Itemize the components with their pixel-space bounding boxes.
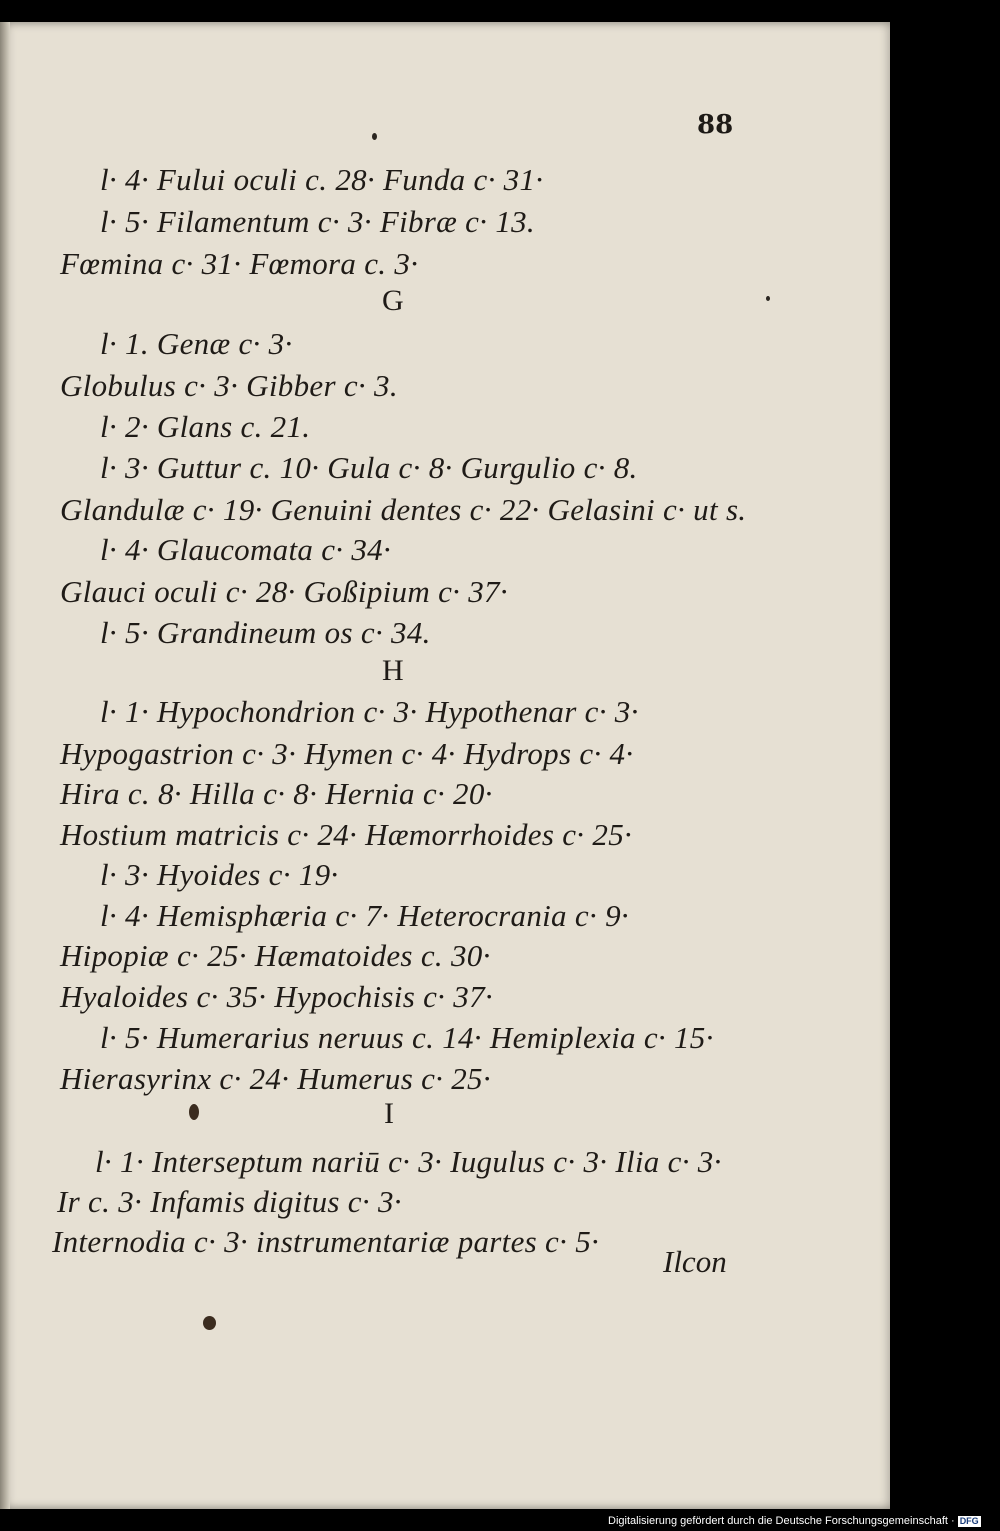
digitization-credit	[608, 1514, 992, 1528]
index-line: Hyaloides c· 35· Hypochisis c· 37·	[60, 979, 493, 1014]
index-line: Hira c. 8· Hilla c· 8· Hernia c· 20·	[60, 776, 493, 811]
index-line: l· 1· Hypochondrion c· 3· Hypothenar c· 3·	[100, 694, 639, 729]
index-line: l· 2· Glans c. 21.	[100, 409, 311, 444]
index-line: l· 4· Hemisphæria c· 7· Heterocrania c· 9·	[100, 898, 629, 933]
index-line: Ir c. 3· Infamis digitus c· 3·	[57, 1184, 402, 1219]
ink-speck	[766, 296, 770, 301]
index-line: Hypogastrion c· 3· Hymen c· 4· Hydrops c· 4·	[60, 736, 634, 771]
index-line: Hierasyrinx c· 24· Humerus c· 25·	[60, 1061, 491, 1096]
book-page	[0, 22, 890, 1509]
index-line: l· 4· Glaucomata c· 34·	[100, 532, 392, 567]
index-line: Globulus c· 3· Gibber c· 3.	[60, 368, 398, 403]
index-line: l· 5· Grandineum os c· 34.	[100, 615, 431, 650]
index-line: l· 4· Fului oculi c. 28· Funda c· 31·	[100, 162, 544, 197]
section-heading: G	[382, 284, 404, 317]
dfg-logo-icon: DFG	[959, 1515, 979, 1526]
page-gutter-shadow	[0, 22, 10, 1509]
index-line: l· 1. Genæ c· 3·	[100, 326, 293, 361]
index-line: l· 3· Guttur c. 10· Gula c· 8· Gurgulio c· 8.	[100, 450, 638, 485]
index-line: l· 1· Interseptum nariū c· 3· Iugulus c· 3· Ilia c· 3·	[95, 1144, 722, 1179]
credit-text: Digitalisierung gefördert durch die Deutsche Forschungsgemeinschaft ·	[608, 1515, 955, 1527]
index-line: Glandulæ c· 19· Genuini dentes c· 22· Gelasini c· ut s.	[60, 492, 747, 527]
ink-blot	[203, 1316, 216, 1330]
index-line: l· 5· Filamentum c· 3· Fibræ c· 13.	[100, 204, 535, 239]
index-line: l· 5· Humerarius neruus c. 14· Hemiplexia c· 15·	[100, 1020, 714, 1055]
section-heading: H	[382, 654, 404, 687]
ink-blot	[189, 1104, 199, 1120]
index-line: Internodia c· 3· instrumentariæ partes c· 5·	[52, 1224, 600, 1259]
catchword: Ilcon	[663, 1244, 727, 1279]
page-number: 88	[697, 110, 734, 140]
index-line: l· 3· Hyoides c· 19·	[100, 857, 339, 892]
index-line: Hostium matricis c· 24· Hæmorrhoides c· 25·	[60, 817, 633, 852]
index-line: Hipopiæ c· 25· Hæmatoides c. 30·	[60, 938, 491, 973]
ink-speck	[372, 133, 377, 140]
index-line: Fœmina c· 31· Fœmora c. 3·	[60, 246, 419, 281]
section-heading: I	[384, 1097, 394, 1130]
index-line: Glauci oculi c· 28· Goßipium c· 37·	[60, 574, 508, 609]
